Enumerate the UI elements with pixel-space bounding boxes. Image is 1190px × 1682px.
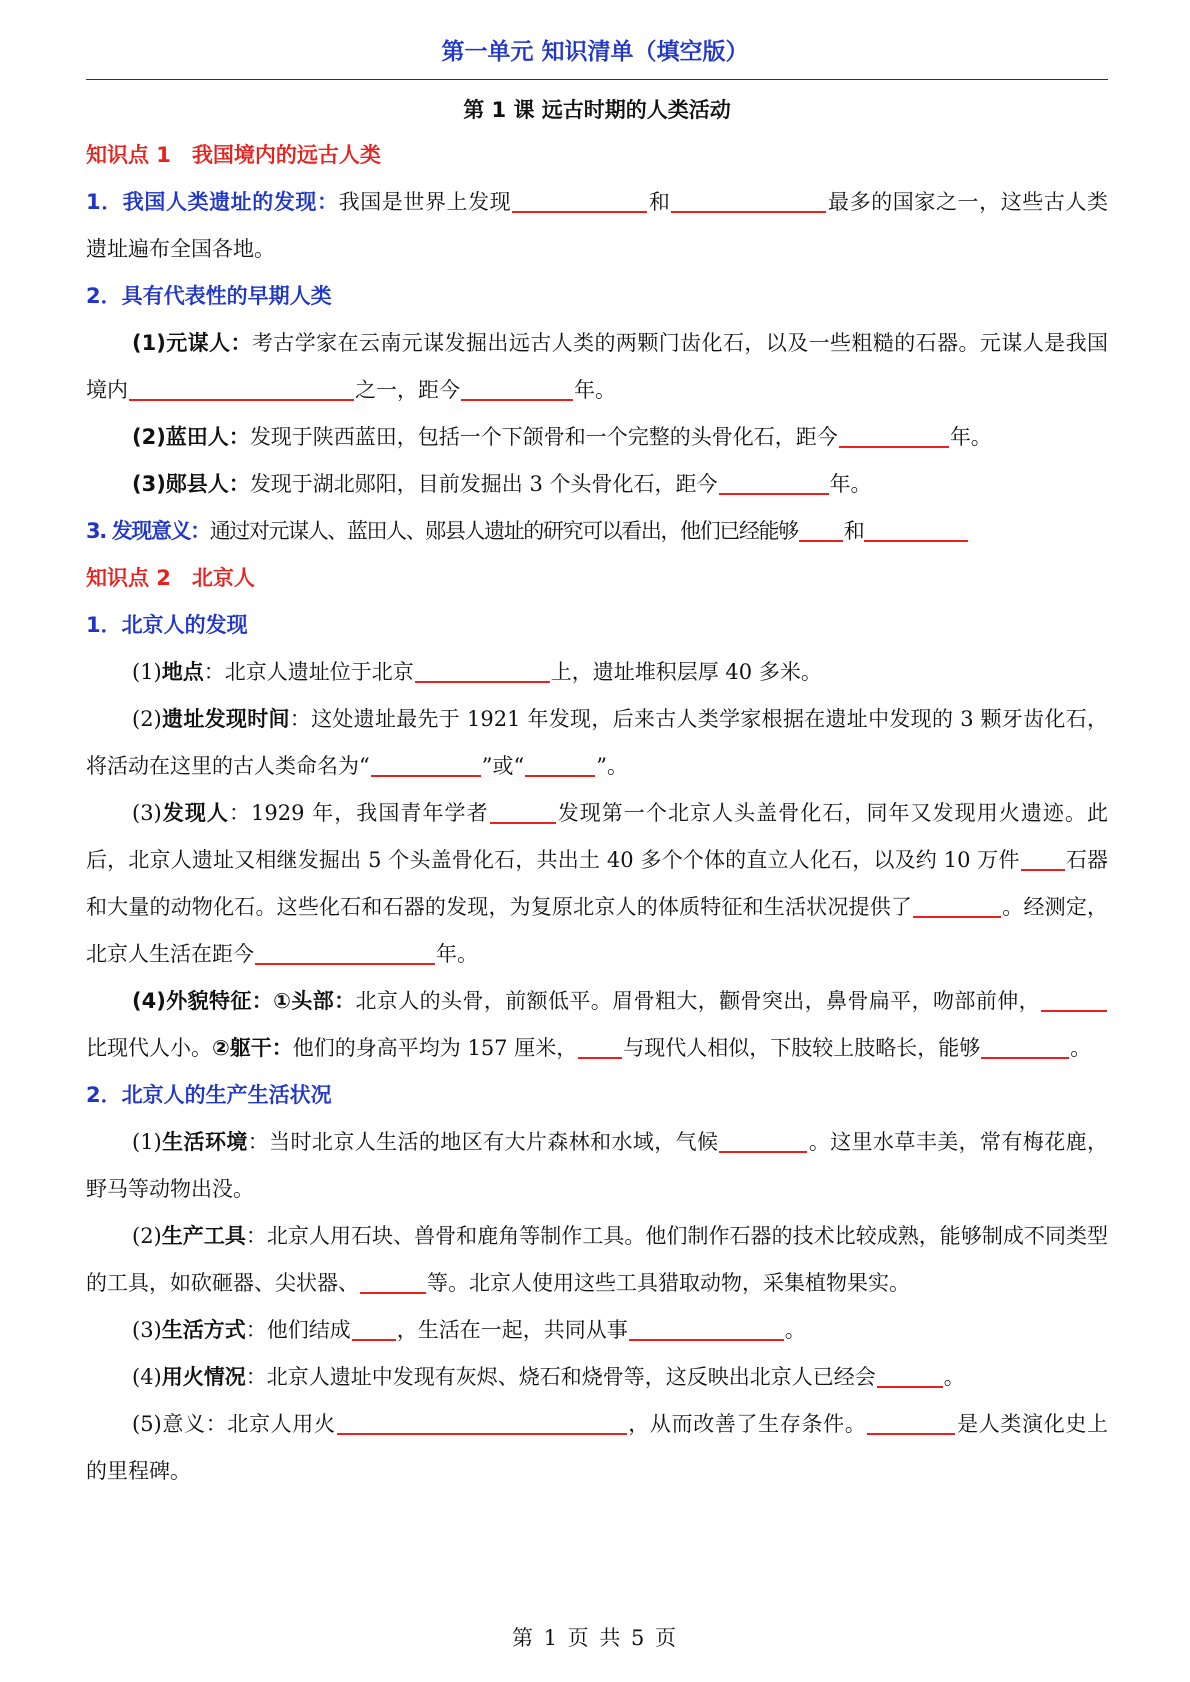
label-fire-use: 用火情况 — [161, 1365, 246, 1389]
fill-blank[interactable] — [1021, 848, 1065, 871]
fill-blank[interactable] — [981, 1036, 1069, 1059]
paragraph-significance-fire: (5)意义：北京人用火 ，从而改善了生存条件。 是人类演化史上的里程碑。 — [86, 1412, 1109, 1483]
label-lifestyle: 生活方式 — [161, 1318, 246, 1342]
fill-blank[interactable] — [839, 425, 949, 448]
fill-blank[interactable] — [864, 519, 968, 542]
paragraph-site-discovery: 1．我国人类遗址的发现：我国是世界上发现 和 最多的国家之一，这些古人类遗址遍布全国各地。 — [86, 190, 1109, 261]
fill-blank[interactable] — [629, 1318, 784, 1341]
label-tools: 生产工具 — [161, 1224, 246, 1248]
paragraph-yuanmou: (1)元谋人：考古学家在云南元谋发掘出远古人类的两颗门齿化石，以及一些粗糙的石器。元谋人是我国境内 之一，距今 年。 — [86, 331, 1108, 402]
fill-blank[interactable] — [719, 472, 829, 495]
paragraph-yunxian: (3)郧县人：发现于湖北郧阳，目前发掘出 3 个头骨化石，距今 年。 — [132, 472, 872, 496]
unit-header: 第一单元 知识清单（填空版） — [441, 39, 749, 65]
fill-blank[interactable] — [129, 378, 354, 401]
section-title-peking-discovery: 1．北京人的发现 — [86, 613, 248, 637]
paragraph-fire-use: (4)用火情况：北京人遗址中发现有灰烬、烧石和烧骨等，这反映出北京人已经会 。 — [132, 1365, 965, 1389]
label-lantian: (2)蓝田人： — [132, 425, 250, 449]
page-number: 第 1 页 共 5 页 — [511, 1626, 679, 1650]
paragraph-lantian: (2)蓝田人：发现于陕西蓝田，包括一个下颌骨和一个完整的头骨化石，距今 年。 — [132, 425, 992, 449]
label-discovery-time: 遗址发现时间 — [161, 707, 290, 731]
fill-blank[interactable] — [877, 1365, 943, 1388]
paragraph-location: (1)地点：北京人遗址位于北京 上，遗址堆积层厚 40 多米。 — [132, 660, 822, 684]
fill-blank[interactable] — [371, 754, 481, 777]
label-torso: ②躯干： — [212, 1036, 293, 1060]
fill-blank[interactable] — [719, 1130, 807, 1153]
label-appearance: (4)外貌特征：①头部： — [132, 989, 356, 1013]
fill-blank[interactable] — [352, 1318, 396, 1341]
fill-blank[interactable] — [255, 942, 435, 965]
label-yunxian: (3)郧县人： — [132, 472, 250, 496]
section-title-early-humans: 2．具有代表性的早期人类 — [86, 284, 332, 308]
document-body — [86, 88, 1108, 1495]
paragraph-tools: (2)生产工具：北京人用石块、兽骨和鹿角等制作工具。他们制作石器的技术比较成熟，能够制成不同类型的工具，如砍砸器、尖状器、 等。北京人使用这些工具猎取动物，采集植物果实。 — [86, 1224, 1108, 1295]
knowledge-point-1-heading: 知识点 1 我国境内的远古人类 — [86, 143, 381, 167]
label-environment: 生活环境 — [161, 1130, 248, 1154]
paragraph-environment: (1)生活环境：当时北京人生活的地区有大片森林和水域，气候 。这里水草丰美，常有梅花鹿，野马等动物出没。 — [86, 1130, 1109, 1201]
fill-blank[interactable] — [913, 895, 1001, 918]
fill-blank[interactable] — [360, 1271, 426, 1294]
fill-blank[interactable] — [512, 190, 647, 213]
fill-blank[interactable] — [671, 190, 826, 213]
fill-blank[interactable] — [337, 1412, 627, 1435]
paragraph-discoverer: (3)发现人：1929 年，我国青年学者 发现第一个北京人头盖骨化石，同年又发现用火遗迹。此后，北京人遗址又相继发掘出 5 个头盖骨化石，共出土 40 多个个体的直立人化石，以及约 10 万件 石器和大量的动物化石。这些化石和石器的发现，为复原北京人的体质特征和生活状况提供了 。经测定，北京人生活在距今 年。 — [86, 801, 1109, 966]
section-title-production-life: 2．北京人的生产生活状况 — [86, 1083, 332, 1107]
fill-blank[interactable] — [578, 1036, 622, 1059]
label-yuanmou: (1)元谋人： — [132, 331, 252, 355]
fill-blank[interactable] — [490, 801, 556, 824]
label-location: 地点 — [161, 660, 204, 684]
header-divider — [86, 79, 1108, 80]
paragraph-appearance: (4)外貌特征：①头部：北京人的头骨，前额低平。眉骨粗大，颧骨突出，鼻骨扁平，吻部前伸，比现代人小。②躯干：他们的身高平均为 157 厘米， 与现代人相似，下肢较上肢略长，能够 。 — [86, 978, 1108, 1072]
knowledge-point-2-heading: 知识点 2 北京人 — [86, 566, 255, 590]
fill-blank[interactable] — [415, 660, 550, 683]
fill-blank[interactable] — [525, 754, 595, 777]
fill-blank[interactable] — [461, 378, 573, 401]
fill-blank[interactable] — [1041, 989, 1107, 1012]
lesson-title: 第 1 课 远古时期的人类活动 — [463, 98, 731, 122]
label-discoverer: 发现人 — [161, 801, 229, 825]
section-title: 3. 发现意义： — [86, 519, 210, 543]
section-title: 1．我国人类遗址的发现： — [86, 190, 339, 214]
paragraph-significance: 3. 发现意义：通过对元谋人、蓝田人、郧县人遗址的研究可以看出，他们已经能够 和 — [86, 508, 1108, 555]
fill-blank[interactable] — [867, 1412, 955, 1435]
fill-blank[interactable] — [799, 519, 843, 542]
paragraph-discovery-time: (2)遗址发现时间：这处遗址最先于 1921 年发现，后来古人类学家根据在遗址中发现的 3 颗牙齿化石，将活动在这里的古人类命名为“ ”或“ ”。 — [86, 707, 1108, 778]
paragraph-lifestyle: (3)生活方式：他们结成 ，生活在一起，共同从事 。 — [132, 1318, 806, 1342]
